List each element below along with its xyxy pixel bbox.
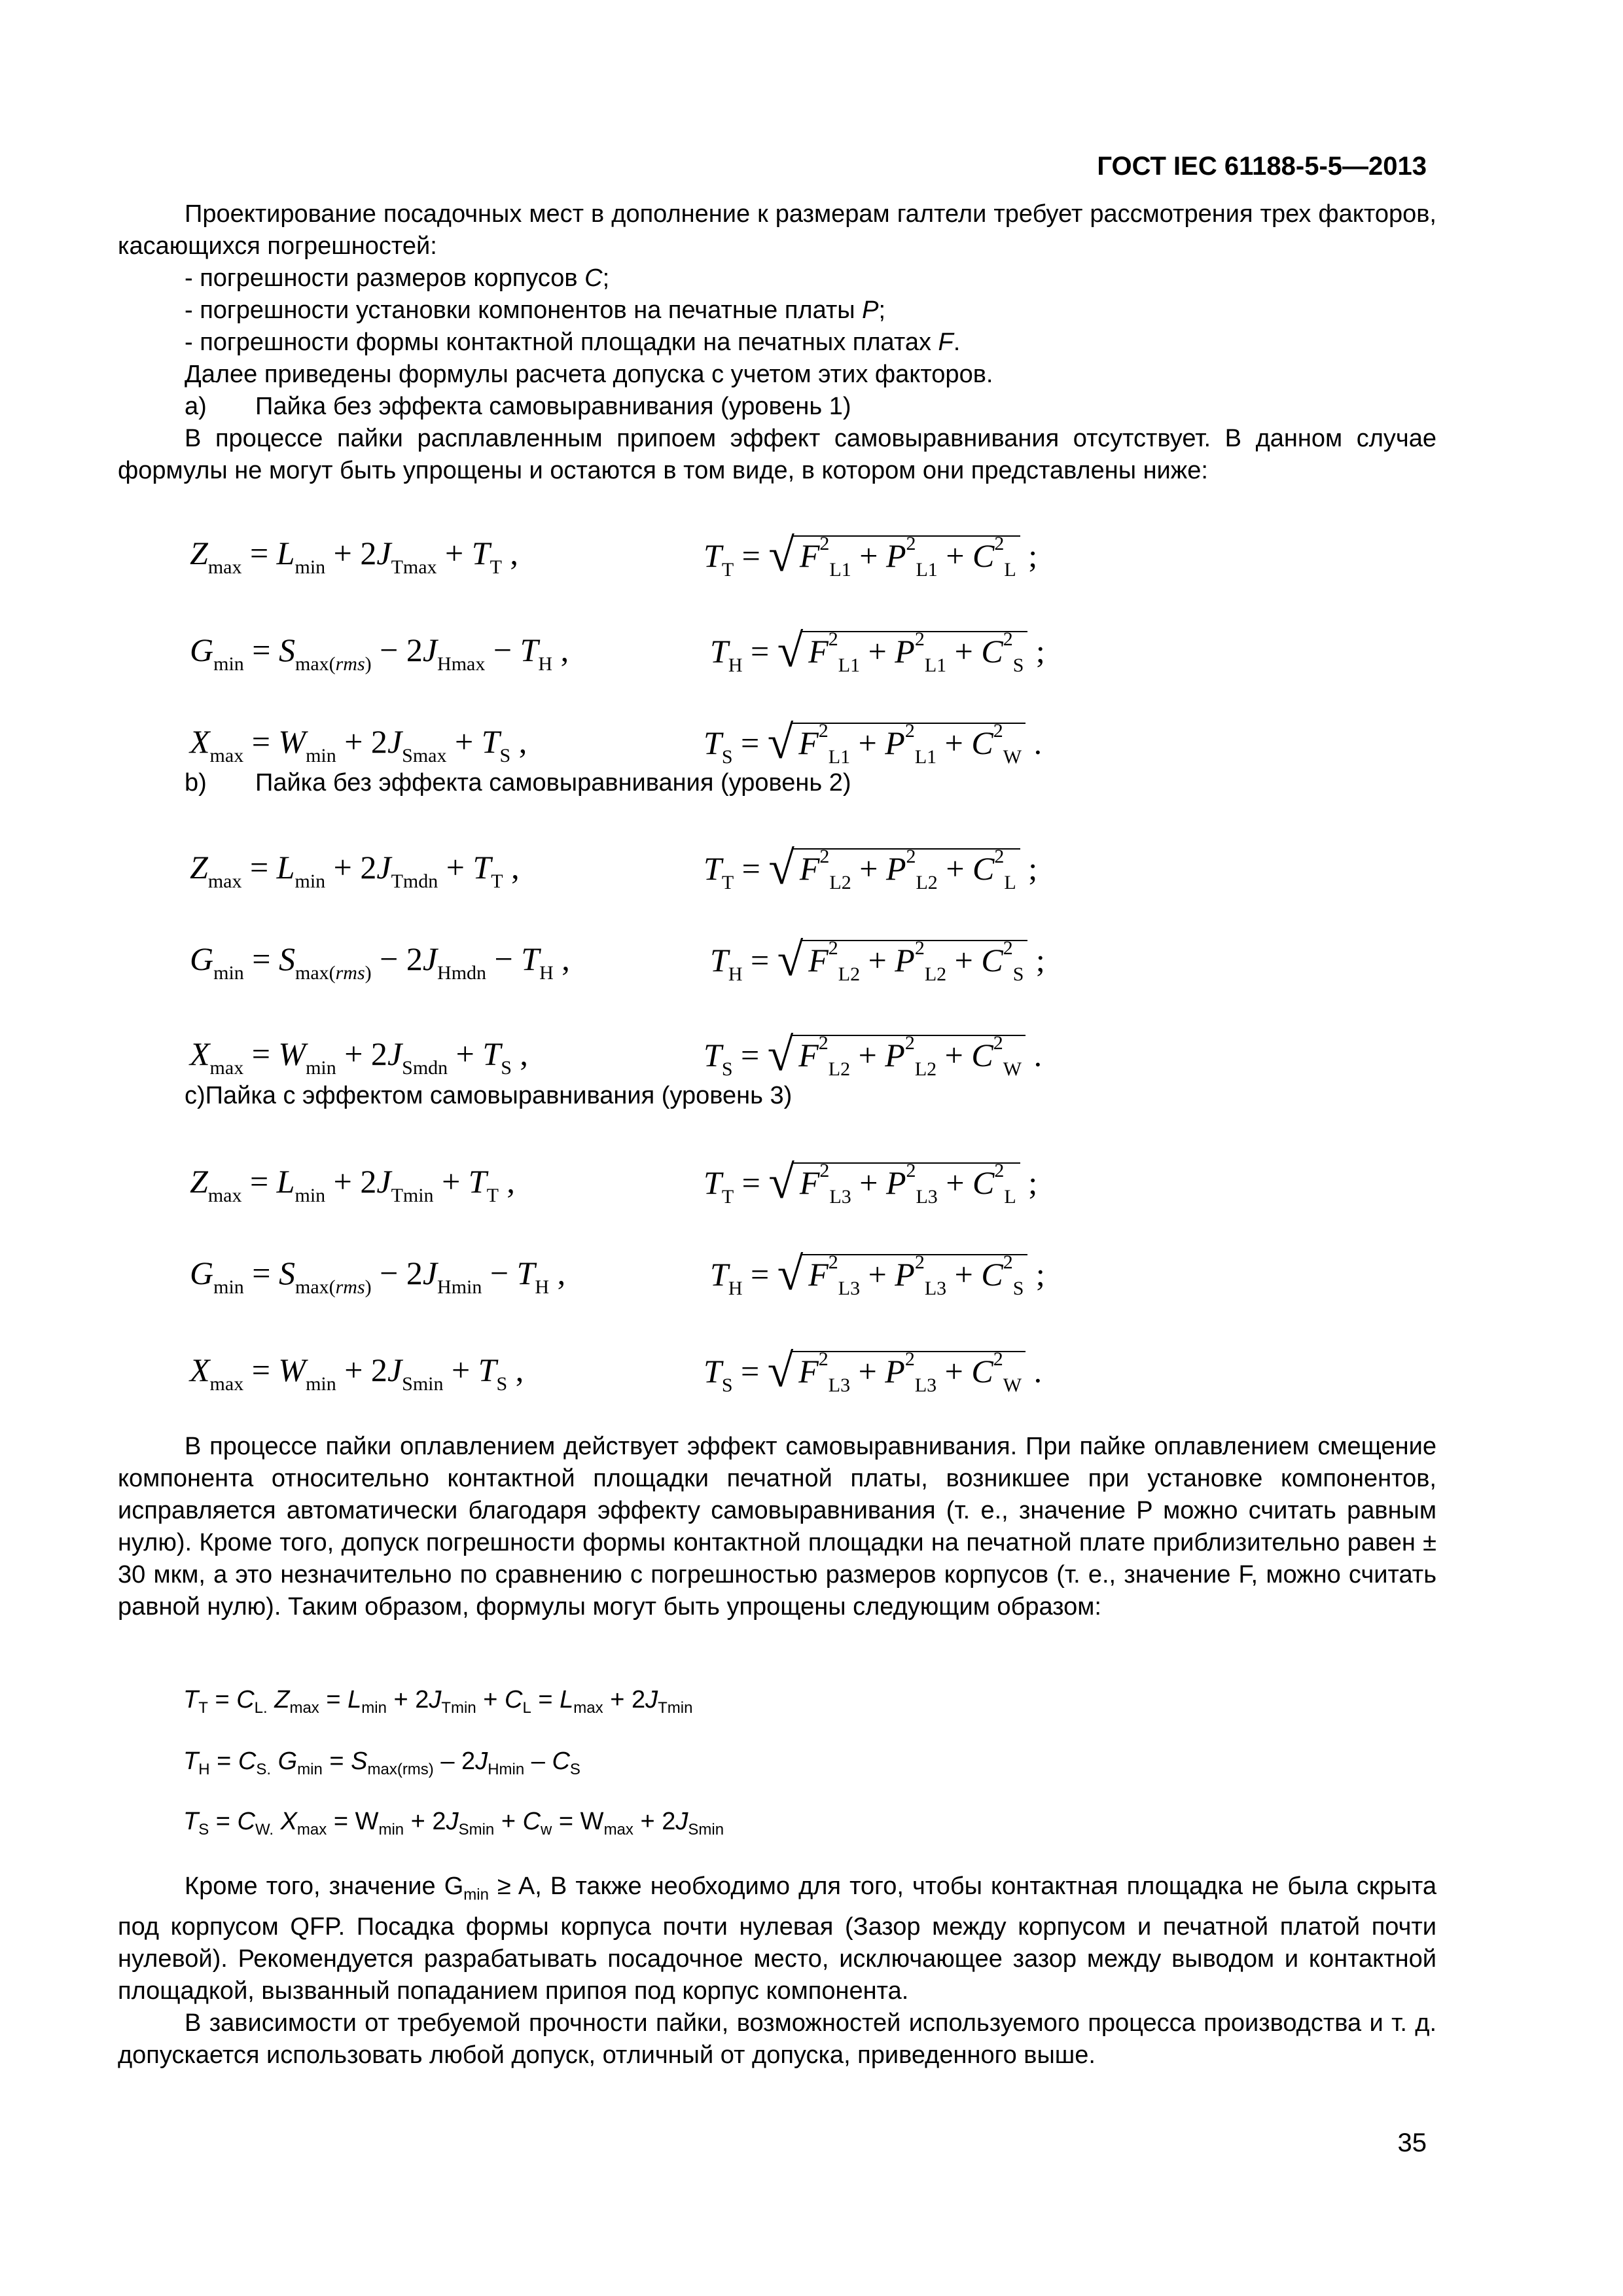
formula-xmax-l1: $X_{max} = W_{min} + 2J_{Smax} + T_S$ , — [190, 723, 527, 766]
simplified-formula-1: $T_T = C_{L.}$ $Z_{max} = L_{min} + 2J_{Tmin} + C_L = L_{max} + 2J_{Tmin}$ — [183, 1686, 693, 1717]
formula-tt-l3: $T_T$ = √ $F^2_{L3} + P^2_{L3} + C^2_L$ ; — [704, 1156, 1038, 1208]
section-a-heading: a) Пайка без эффекта самовыравнивания (уровень 1) — [185, 393, 851, 420]
formula-gmin-l3: $G_{min} = S_{max(rms)} - 2J_{Hmin} - T_H$ , — [190, 1255, 566, 1298]
simplified-formula-3: $T_S = C_{W.}$ $X_{max} = W_{min} + 2J_{Smin} + C_w = W_{max} + 2J_{Smin}$ — [183, 1808, 724, 1839]
formula-gmin-l1: $G_{min} = S_{max(rms)} - 2J_{Hmax} - T_H$ , — [190, 632, 569, 675]
closing-block — [118, 1871, 1436, 2072]
formula-zmax-l2: $Z_{max} = L_{min} + 2J_{Tmdn} + T_T$ , — [190, 849, 520, 892]
section-b-heading: b) Пайка без эффекта самовыравнивания (уровень 2) — [185, 769, 851, 797]
formula-tt-l2: $T_T$ = √ $F^2_{L2} + P^2_{L2} + C^2_L$ ; — [704, 842, 1038, 894]
intro-paragraph: Проектирование посадочных мест в дополнение к размерам галтели требует рассмотрения трех факторов, касающихся погрешностей: — [118, 200, 1436, 260]
formula-ts-l2: $T_S$ = √ $F^2_{L2} + P^2_{L2} + C^2_W$ . — [704, 1028, 1043, 1081]
formula-zmax-l3: $Z_{max} = L_{min} + 2J_{Tmin} + T_T$ , — [190, 1163, 515, 1206]
page-number: 35 — [1397, 2128, 1427, 2157]
factor-item-f: - погрешности формы контактной площадки на печатных платах F. — [185, 329, 961, 356]
formula-ts-l1: $T_S$ = √ $F^2_{L1} + P^2_{L1} + C^2_W$ . — [704, 716, 1043, 768]
factor-item-p: - погрешности установки компонентов на печатные платы P; — [185, 296, 886, 324]
formula-tt-l1: $T_T$ = √ $F^2_{L1} + P^2_{L1} + C^2_L$ ; — [704, 529, 1038, 581]
formula-th-l3: $T_H$ = √ $F^2_{L3} + P^2_{L3} + C^2_S$ ; — [710, 1247, 1045, 1300]
section-c-heading: c)Пайка с эффектом самовыравнивания (уровень 3) — [185, 1082, 793, 1109]
section-a-paragraph: В процессе пайки расплавленным припоем эффект самовыравнивания отсутствует. В данном случае формулы не могут быть упрощены и остаются в том виде, в котором они представлены ниже: — [118, 425, 1436, 484]
formula-gmin-l2: $G_{min} = S_{max(rms)} - 2J_{Hmdn} - T_H$ , — [190, 941, 570, 984]
intro-block — [118, 198, 1436, 487]
tolerance-paragraph: В зависимости от требуемой прочности пайки, возможностей используемого процесса производства и т. д. допускается использовать любой допуск, отличный от допуска, приведенного выше. — [118, 2009, 1436, 2069]
conclusion-block — [118, 1431, 1436, 1623]
formulas-intro: Далее приведены формулы расчета допуска с учетом этих факторов. — [185, 361, 993, 388]
factor-item-c: - погрешности размеров корпусов C; — [185, 264, 610, 292]
simplified-formula-2: $T_H = C_{S.}$ $G_{min} = S_{max(rms)} - 2J_{Hmin} - C_S$ — [183, 1748, 580, 1778]
formula-th-l1: $T_H$ = √ $F^2_{L1} + P^2_{L1} + C^2_S$ ; — [710, 624, 1045, 677]
formula-ts-l3: $T_S$ = √ $F^2_{L3} + P^2_{L3} + C^2_W$ . — [704, 1344, 1043, 1397]
formula-xmax-l2: $X_{max} = W_{min} + 2J_{Smdn} + T_S$ , — [190, 1035, 528, 1079]
formula-zmax-l1: $Z_{max} = L_{min} + 2J_{Tmax} + T_T$ , — [190, 535, 518, 578]
document-header: ГОСТ IEC 61188-5-5—2013 — [1097, 152, 1427, 181]
qfp-paragraph: Кроме того, значение $G_{min} \ge A$, B также необходимо для того, чтобы контактная площадка не была скрыта под корпусом QFP. Посадка формы корпуса почти нулевая (Зазор между корпусом и печатной платой почти нулевой). Рекомендуется разрабатывать посадочное место, исключающее зазор между выводом и контактной площадкой, вызванный попаданием припоя под корпус компонента. — [118, 1873, 1436, 2005]
self-alignment-paragraph: В процессе пайки оплавлением действует эффект самовыравнивания. При пайке оплавлением смещение компонента относительно контактной площадки печатной платы, возникшее при установке компонентов, исправляется автоматически благодаря эффекту самовыравнивания (т. е., значение P можно считать равным нулю). Кроме того, допуск погрешности формы контактной площадки на печатной плате приблизительно равен ± 30 мкм, а это незначительно по сравнению с погрешностью размеров корпусов (т. е., значение F, можно считать равной нулю). Таким образом, формулы могут быть упрощены следующим образом: — [118, 1433, 1436, 1621]
formula-th-l2: $T_H$ = √ $F^2_{L2} + P^2_{L2} + C^2_S$ ; — [710, 933, 1045, 986]
formula-xmax-l3: $X_{max} = W_{min} + 2J_{Smin} + T_S$ , — [190, 1352, 524, 1395]
